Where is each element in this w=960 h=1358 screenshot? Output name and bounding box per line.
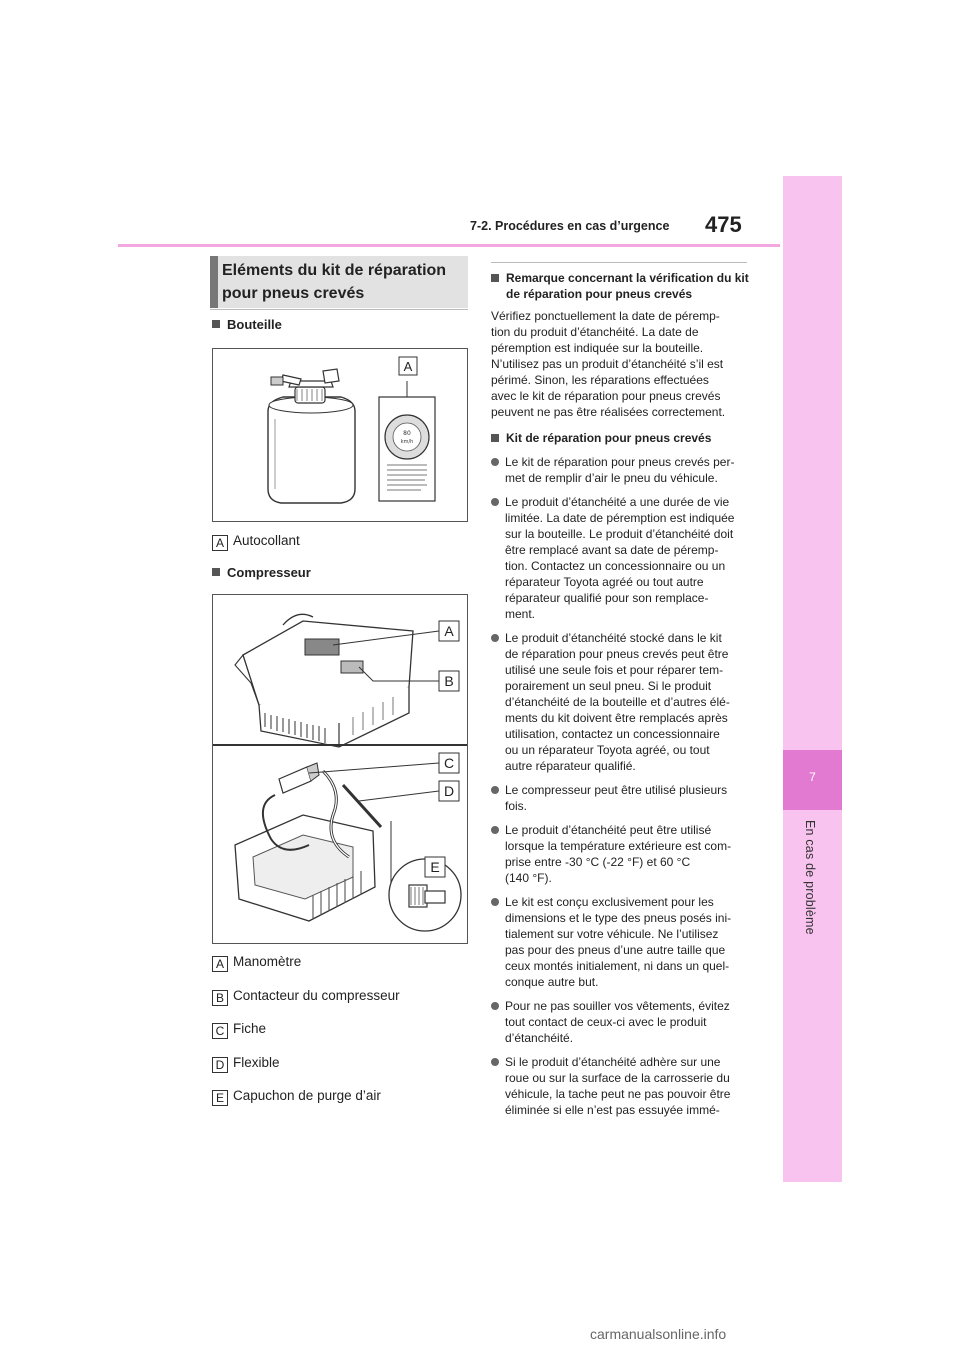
legend-item: A Manomètre [212, 954, 301, 972]
watermark: carmanualsonline.info [590, 1326, 727, 1342]
bullet-dot-icon [491, 1002, 499, 1010]
bottle-subtitle: Bouteille [212, 317, 282, 332]
bottle-illustration [213, 349, 467, 521]
square-bullet-icon [491, 434, 499, 442]
svg-text:D: D [443, 783, 455, 799]
right-column-rule [491, 262, 747, 263]
bullet-dot-icon [491, 458, 499, 466]
right-column [491, 270, 761, 1126]
square-bullet-icon [212, 568, 220, 576]
bullet-dot-icon [491, 498, 499, 506]
legend-item: B Contacteur du compresseur [212, 988, 400, 1006]
note-paragraph: Vérifiez ponctuellement la date de péremp- tion du produit d’étanchéité. La date de péremption est indiquée sur la bouteille. N’utilisez pas un produit d’étanchéité s’il est périmé. Sinon, les réparations effectuées avec le kit de réparation pour pneus crevés peuvent ne pas être réalisées correctement. [491, 309, 726, 419]
list-item: Le compresseur peut être utilisé plusieurs fois. [491, 782, 761, 814]
compressor-subtitle: Compresseur [212, 565, 311, 580]
list-item: Le produit d’étanchéité a une durée de vie limitée. La date de péremption est indiquée sur la bouteille. Le produit d’étanchéité doit être remplacé avant sa date de péremp- tion. Contactez un concessionnaire ou un réparateur Toyota agréé ou tout autre réparateur qualifié pour son remplace- ment. [491, 494, 761, 622]
svg-text:E: E [430, 859, 440, 875]
bullet-dot-icon [491, 786, 499, 794]
legend-item: E Capuchon de purge d’air [212, 1088, 381, 1106]
legend-item: C Fiche [212, 1021, 266, 1039]
bullet-dot-icon [491, 826, 499, 834]
svg-text:A: A [444, 623, 454, 639]
square-bullet-icon [212, 320, 220, 328]
compressor-illustration [213, 595, 467, 943]
bullet-dot-icon [491, 898, 499, 906]
square-bullet-icon [491, 274, 499, 282]
kit-title: Kit de réparation pour pneus crevés [491, 430, 761, 446]
legend-item: D Flexible [212, 1055, 280, 1073]
chapter-side-tab [783, 176, 842, 1182]
chapter-name: En cas de problème [803, 820, 817, 935]
list-item: Le kit est conçu exclusivement pour les dimensions et le type des pneus posés ini- tialement sur votre véhicule. Ne l’utilisez pas pour des pneus d’une autre taille que ceux montés initialement, ni dans un quel- conque autre but. [491, 894, 761, 990]
section-rule [210, 309, 468, 310]
legend-item: A Autocollant [212, 533, 300, 551]
callout-a: A [403, 359, 413, 374]
list-item: Le produit d’étanchéité stocké dans le kit de réparation pour pneus crevés peut être utilisé une seule fois et pour réparer tem- porairement un seul pneu. Si le produit d’étanchéité de la bouteille et d’autres élé- ments du kit doivent être remplacés après utilisation, contactez un concessionnaire ou un réparateur Toyota agréé, ou tout autre réparateur qualifié. [491, 630, 761, 774]
chapter-number: 7 [809, 770, 816, 784]
list-item: Le kit de réparation pour pneus crevés per- met de remplir d’air le pneu du véhicule. [491, 454, 761, 486]
bullet-dot-icon [491, 1058, 499, 1066]
bottle-figure [212, 348, 468, 522]
bullet-dot-icon [491, 634, 499, 642]
list-item: Pour ne pas souiller vos vêtements, évitez tout contact de ceux-ci avec le produit d’étanchéité. [491, 998, 761, 1046]
header-rule [118, 244, 780, 247]
svg-text:km/h: km/h [400, 439, 414, 445]
svg-text:C: C [443, 755, 455, 771]
chapter-title: 7-2. Procédures en cas d’urgence [470, 219, 670, 233]
list-item: Le produit d’étanchéité peut être utilisé lorsque la température extérieure est com- prise entre -30 °C (-22 °F) et 60 °C (140 °F). [491, 822, 761, 886]
compressor-figure [212, 594, 468, 944]
svg-text:80: 80 [403, 430, 411, 437]
list-item: Si le produit d’étanchéité adhère sur une roue ou sur la surface de la carrosserie du véhicule, la tache peut ne pas pouvoir être éliminée si elle n’est pas essuyée immé- [491, 1054, 761, 1118]
section-title: Eléments du kit de réparation pour pneus crevés [222, 262, 447, 302]
page-number: 475 [705, 212, 742, 237]
note-title: Remarque concernant la vérification du kit de réparation pour pneus crevés [491, 270, 761, 302]
svg-text:B: B [444, 673, 454, 689]
